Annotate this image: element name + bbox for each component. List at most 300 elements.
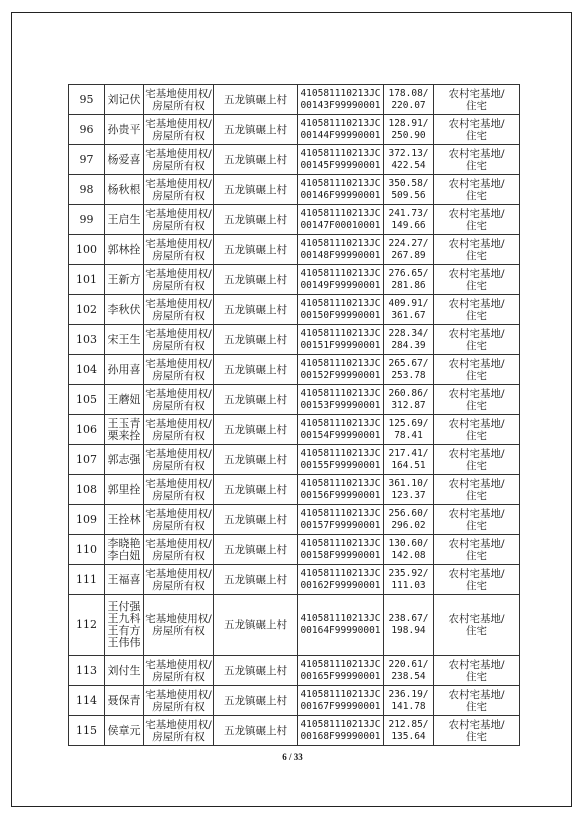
area-line: 281.86 <box>391 279 426 291</box>
unit-code-line: 410581110213JC <box>300 147 381 159</box>
owner-name-cell <box>105 385 144 415</box>
area-cell <box>384 565 434 595</box>
area-line: 224.27/ <box>388 237 429 249</box>
land-use-line: 农村宅基地/ <box>448 147 505 160</box>
area-line: 235.92/ <box>388 567 429 579</box>
unit-code-cell <box>298 565 384 595</box>
land-use-line: 住宅 <box>466 159 487 172</box>
right-type-line: 宅基地使用权/ <box>145 537 212 550</box>
right-type-line: 宅基地使用权/ <box>145 267 212 280</box>
unit-code-line: 410581110213JC <box>300 658 381 670</box>
right-type-cell <box>144 295 214 325</box>
table-row <box>69 175 520 205</box>
owner-name-cell <box>105 355 144 385</box>
right-type-cell <box>144 115 214 145</box>
land-use-cell <box>434 385 520 415</box>
land-use-line: 农村宅基地/ <box>448 207 505 220</box>
right-type-cell <box>144 325 214 355</box>
right-type-line: 房屋所有权 <box>152 219 205 232</box>
land-use-line: 农村宅基地/ <box>448 327 505 340</box>
land-use-cell <box>434 355 520 385</box>
unit-code-cell <box>298 115 384 145</box>
row-number-cell <box>69 175 105 205</box>
owner-name-line: 聂保青 <box>107 693 141 707</box>
location-cell <box>214 686 298 716</box>
location-line: 五龙镇碾上村 <box>224 573 287 586</box>
row-number-cell <box>69 385 105 415</box>
owner-name-line: 王蘑妞 <box>107 392 141 406</box>
area-line: 409.91/ <box>388 297 429 309</box>
row-number-cell <box>69 85 105 115</box>
row-number-cell <box>69 505 105 535</box>
location-line: 五龙镇碾上村 <box>224 453 287 466</box>
land-use-line: 农村宅基地/ <box>448 417 505 430</box>
area-cell <box>384 145 434 175</box>
row-number-line: 100 <box>76 242 97 256</box>
owner-name-line: 王拴林 <box>107 512 141 526</box>
table-row <box>69 565 520 595</box>
row-number-line: 105 <box>76 392 97 406</box>
unit-code-line: 410581110213JC <box>300 688 381 700</box>
land-use-line: 农村宅基地/ <box>448 387 505 400</box>
location-line: 五龙镇碾上村 <box>224 153 287 166</box>
owner-name-cell <box>105 115 144 145</box>
right-type-cell <box>144 385 214 415</box>
area-line: 422.54 <box>391 159 426 171</box>
owner-name-cell <box>105 415 144 445</box>
owner-name-cell <box>105 235 144 265</box>
table-row <box>69 325 520 355</box>
right-type-line: 房屋所有权 <box>152 730 205 743</box>
area-line: 178.08/ <box>388 87 429 99</box>
row-number-line: 106 <box>76 422 97 436</box>
owner-name-cell <box>105 595 144 656</box>
owner-name-line: 郭里拴 <box>107 482 141 496</box>
owner-name-line: 王伟伟 <box>107 636 141 649</box>
location-cell <box>214 475 298 505</box>
right-type-line: 宅基地使用权/ <box>145 507 212 520</box>
row-number-cell <box>69 235 105 265</box>
owner-name-line: 杨爱喜 <box>107 152 141 166</box>
row-number-line: 99 <box>79 212 94 226</box>
unit-code-line: 410581110213JC <box>300 613 381 624</box>
area-line: 312.87 <box>391 399 426 411</box>
unit-code-cell <box>298 205 384 235</box>
area-line: 236.19/ <box>388 688 429 700</box>
land-use-cell <box>434 565 520 595</box>
land-use-line: 住宅 <box>466 489 487 502</box>
unit-code-line: 410581110213JC <box>300 207 381 219</box>
row-number-line: 113 <box>76 663 97 677</box>
right-type-line: 宅基地使用权/ <box>145 718 212 731</box>
right-type-cell <box>144 415 214 445</box>
unit-code-line: 410581110213JC <box>300 477 381 489</box>
unit-code-line: 00162F99990001 <box>300 579 381 591</box>
right-type-line: 房屋所有权 <box>152 159 205 172</box>
location-line: 五龙镇碾上村 <box>224 423 287 436</box>
owner-name-line: 孙用喜 <box>107 362 141 376</box>
land-use-line: 农村宅基地/ <box>448 447 505 460</box>
unit-code-cell <box>298 415 384 445</box>
row-number-line: 107 <box>76 452 97 466</box>
right-type-line: 宅基地使用权/ <box>145 613 212 625</box>
table-row <box>69 265 520 295</box>
right-type-line: 宅基地使用权/ <box>145 297 212 310</box>
area-line: 238.67/ <box>388 613 429 624</box>
right-type-line: 房屋所有权 <box>152 429 205 442</box>
land-use-line: 农村宅基地/ <box>448 297 505 310</box>
location-cell <box>214 716 298 746</box>
unit-code-line: 00153F99990001 <box>300 399 381 411</box>
location-line: 五龙镇碾上村 <box>224 393 287 406</box>
land-use-cell <box>434 656 520 686</box>
row-number-cell <box>69 445 105 475</box>
unit-code-line: 410581110213JC <box>300 447 381 459</box>
unit-code-cell <box>298 505 384 535</box>
row-number-cell <box>69 686 105 716</box>
unit-code-cell <box>298 656 384 686</box>
right-type-line: 房屋所有权 <box>152 399 205 412</box>
right-type-line: 房屋所有权 <box>152 670 205 683</box>
area-cell <box>384 205 434 235</box>
location-cell <box>214 535 298 565</box>
right-type-cell <box>144 265 214 295</box>
unit-code-cell <box>298 716 384 746</box>
right-type-line: 房屋所有权 <box>152 99 205 112</box>
unit-code-cell <box>298 686 384 716</box>
unit-code-line: 410581110213JC <box>300 177 381 189</box>
right-type-cell <box>144 445 214 475</box>
area-line: 372.13/ <box>388 147 429 159</box>
owner-name-cell <box>105 295 144 325</box>
right-type-line: 房屋所有权 <box>152 309 205 322</box>
unit-code-line: 00146F99990001 <box>300 189 381 201</box>
area-line: 135.64 <box>391 730 426 742</box>
row-number-cell <box>69 565 105 595</box>
unit-code-line: 410581110213JC <box>300 537 381 549</box>
area-line: 128.91/ <box>388 117 429 129</box>
unit-code-line: 00152F99990001 <box>300 369 381 381</box>
owner-name-cell <box>105 475 144 505</box>
land-use-line: 农村宅基地/ <box>448 237 505 250</box>
area-cell <box>384 595 434 656</box>
location-line: 五龙镇碾上村 <box>224 93 287 106</box>
row-number-line: 104 <box>76 362 97 376</box>
owner-name-cell <box>105 265 144 295</box>
unit-code-line: 410581110213JC <box>300 117 381 129</box>
land-use-line: 住宅 <box>466 399 487 412</box>
area-line: 142.08 <box>391 549 426 561</box>
land-use-cell <box>434 115 520 145</box>
land-use-line: 农村宅基地/ <box>448 87 505 100</box>
table-row <box>69 205 520 235</box>
location-line: 五龙镇碾上村 <box>224 724 287 737</box>
owner-name-line: 王九科 <box>107 612 141 625</box>
row-number-cell <box>69 205 105 235</box>
land-use-cell <box>434 265 520 295</box>
unit-code-line: 410581110213JC <box>300 297 381 309</box>
location-cell <box>214 85 298 115</box>
area-line: 198.94 <box>391 625 426 636</box>
right-type-line: 宅基地使用权/ <box>145 417 212 430</box>
land-use-cell <box>434 235 520 265</box>
area-line: 212.85/ <box>388 718 429 730</box>
owner-name-line: 李白妞 <box>107 548 141 562</box>
area-line: 260.86/ <box>388 387 429 399</box>
land-use-line: 农村宅基地/ <box>448 507 505 520</box>
land-use-line: 农村宅基地/ <box>448 613 505 625</box>
location-cell <box>214 235 298 265</box>
right-type-line: 房屋所有权 <box>152 579 205 592</box>
area-line: 141.78 <box>391 700 426 712</box>
owner-name-cell <box>105 565 144 595</box>
page-number: 6 / 33 <box>282 752 303 762</box>
land-use-line: 住宅 <box>466 579 487 592</box>
area-line: 164.51 <box>391 459 426 471</box>
right-type-line: 房屋所有权 <box>152 489 205 502</box>
area-cell <box>384 115 434 145</box>
right-type-line: 宅基地使用权/ <box>145 237 212 250</box>
owner-name-line: 王玉青 <box>107 416 141 430</box>
land-use-line: 农村宅基地/ <box>448 477 505 490</box>
owner-name-line: 郭林拴 <box>107 242 141 256</box>
unit-code-line: 410581110213JC <box>300 357 381 369</box>
land-use-line: 农村宅基地/ <box>448 177 505 190</box>
right-type-line: 宅基地使用权/ <box>145 567 212 580</box>
land-use-line: 住宅 <box>466 670 487 683</box>
land-use-line: 住宅 <box>466 700 487 713</box>
owner-name-line: 王付强 <box>107 600 141 613</box>
land-use-line: 农村宅基地/ <box>448 718 505 731</box>
table-row <box>69 85 520 115</box>
table-row <box>69 686 520 716</box>
area-line: 509.56 <box>391 189 426 201</box>
land-use-line: 住宅 <box>466 189 487 202</box>
owner-name-line: 李晓艳 <box>107 536 141 550</box>
location-line: 五龙镇碾上村 <box>224 273 287 286</box>
unit-code-line: 410581110213JC <box>300 567 381 579</box>
area-cell <box>384 716 434 746</box>
location-line: 五龙镇碾上村 <box>224 213 287 226</box>
location-line: 五龙镇碾上村 <box>224 123 287 136</box>
row-number-line: 103 <box>76 332 97 346</box>
right-type-line: 宅基地使用权/ <box>145 387 212 400</box>
owner-name-line: 孙贵平 <box>107 122 141 136</box>
area-cell <box>384 686 434 716</box>
row-number-line: 110 <box>76 542 97 556</box>
row-number-line: 97 <box>79 152 94 166</box>
area-cell <box>384 355 434 385</box>
owner-name-line: 刘记伏 <box>107 92 141 106</box>
table-row <box>69 716 520 746</box>
land-use-cell <box>434 595 520 656</box>
row-number-line: 102 <box>76 302 97 316</box>
land-use-line: 农村宅基地/ <box>448 688 505 701</box>
right-type-line: 宅基地使用权/ <box>145 357 212 370</box>
row-number-cell <box>69 595 105 656</box>
land-use-cell <box>434 505 520 535</box>
table-row <box>69 295 520 325</box>
land-use-line: 农村宅基地/ <box>448 658 505 671</box>
location-cell <box>214 295 298 325</box>
unit-code-cell <box>298 145 384 175</box>
right-type-line: 房屋所有权 <box>152 519 205 532</box>
row-number-line: 111 <box>76 572 97 586</box>
row-number-cell <box>69 295 105 325</box>
unit-code-line: 410581110213JC <box>300 718 381 730</box>
land-use-cell <box>434 85 520 115</box>
unit-code-cell <box>298 85 384 115</box>
area-line: 111.03 <box>391 579 426 591</box>
unit-code-line: 00149F99990001 <box>300 279 381 291</box>
area-cell <box>384 505 434 535</box>
land-use-cell <box>434 445 520 475</box>
area-line: 220.61/ <box>388 658 429 670</box>
area-line: 149.66 <box>391 219 426 231</box>
table-row <box>69 235 520 265</box>
right-type-line: 房屋所有权 <box>152 129 205 142</box>
area-line: 350.58/ <box>388 177 429 189</box>
land-use-cell <box>434 175 520 205</box>
unit-code-line: 00165F99990001 <box>300 670 381 682</box>
location-cell <box>214 595 298 656</box>
table-row <box>69 115 520 145</box>
unit-code-line: 00157F99990001 <box>300 519 381 531</box>
right-type-line: 房屋所有权 <box>152 189 205 202</box>
owner-name-cell <box>105 505 144 535</box>
row-number-line: 114 <box>76 693 97 707</box>
land-use-cell <box>434 205 520 235</box>
table-row <box>69 505 520 535</box>
location-line: 五龙镇碾上村 <box>224 363 287 376</box>
land-use-line: 住宅 <box>466 249 487 262</box>
row-number-line: 98 <box>79 182 94 196</box>
area-cell <box>384 415 434 445</box>
owner-name-line: 杨秋根 <box>107 182 141 196</box>
location-cell <box>214 385 298 415</box>
land-use-line: 住宅 <box>466 339 487 352</box>
area-line: 256.60/ <box>388 507 429 519</box>
land-use-line: 住宅 <box>466 549 487 562</box>
row-number-line: 101 <box>76 272 97 286</box>
land-use-cell <box>434 535 520 565</box>
area-line: 361.10/ <box>388 477 429 489</box>
right-type-cell <box>144 175 214 205</box>
location-line: 五龙镇碾上村 <box>224 513 287 526</box>
area-line: 217.41/ <box>388 447 429 459</box>
land-use-line: 住宅 <box>466 369 487 382</box>
unit-code-cell <box>298 325 384 355</box>
right-type-cell <box>144 535 214 565</box>
unit-code-line: 00164F99990001 <box>300 625 381 636</box>
location-line: 五龙镇碾上村 <box>224 333 287 346</box>
table-body <box>69 85 520 746</box>
right-type-cell <box>144 716 214 746</box>
registration-table <box>68 84 520 746</box>
right-type-line: 宅基地使用权/ <box>145 447 212 460</box>
area-line: 250.90 <box>391 129 426 141</box>
right-type-cell <box>144 565 214 595</box>
right-type-line: 宅基地使用权/ <box>145 327 212 340</box>
right-type-cell <box>144 595 214 656</box>
owner-name-line: 侯章元 <box>107 723 141 737</box>
land-use-line: 住宅 <box>466 129 487 142</box>
land-use-cell <box>434 475 520 505</box>
location-line: 五龙镇碾上村 <box>224 483 287 496</box>
row-number-cell <box>69 656 105 686</box>
unit-code-cell <box>298 535 384 565</box>
row-number-cell <box>69 415 105 445</box>
unit-code-line: 410581110213JC <box>300 237 381 249</box>
right-type-line: 房屋所有权 <box>152 700 205 713</box>
right-type-cell <box>144 355 214 385</box>
unit-code-cell <box>298 265 384 295</box>
owner-name-line: 王启生 <box>107 212 141 226</box>
area-cell <box>384 385 434 415</box>
unit-code-cell <box>298 355 384 385</box>
owner-name-line: 栗来拴 <box>107 428 141 442</box>
land-use-line: 住宅 <box>466 730 487 743</box>
location-line: 五龙镇碾上村 <box>224 619 287 631</box>
unit-code-line: 00143F99990001 <box>300 99 381 111</box>
right-type-cell <box>144 656 214 686</box>
right-type-cell <box>144 235 214 265</box>
owner-name-cell <box>105 145 144 175</box>
owner-name-line: 王福喜 <box>107 572 141 586</box>
unit-code-cell <box>298 475 384 505</box>
unit-code-line: 00155F99990001 <box>300 459 381 471</box>
table-row <box>69 385 520 415</box>
row-number-line: 115 <box>76 723 97 737</box>
owner-name-cell <box>105 325 144 355</box>
right-type-line: 宅基地使用权/ <box>145 658 212 671</box>
unit-code-cell <box>298 385 384 415</box>
area-line: 265.67/ <box>388 357 429 369</box>
owner-name-line: 刘付生 <box>107 663 141 677</box>
right-type-line: 宅基地使用权/ <box>145 147 212 160</box>
unit-code-line: 00151F99990001 <box>300 339 381 351</box>
right-type-cell <box>144 85 214 115</box>
row-number-line: 108 <box>76 482 97 496</box>
owner-name-line: 王有方 <box>107 624 141 637</box>
location-line: 五龙镇碾上村 <box>224 183 287 196</box>
land-use-line: 农村宅基地/ <box>448 357 505 370</box>
unit-code-cell <box>298 595 384 656</box>
area-line: 123.37 <box>391 489 426 501</box>
land-use-line: 农村宅基地/ <box>448 537 505 550</box>
land-use-line: 住宅 <box>466 459 487 472</box>
location-line: 五龙镇碾上村 <box>224 694 287 707</box>
unit-code-line: 00147F00010001 <box>300 219 381 231</box>
row-number-line: 109 <box>76 512 97 526</box>
owner-name-cell <box>105 716 144 746</box>
right-type-line: 宅基地使用权/ <box>145 688 212 701</box>
land-use-line: 农村宅基地/ <box>448 267 505 280</box>
land-use-line: 住宅 <box>466 429 487 442</box>
right-type-line: 房屋所有权 <box>152 459 205 472</box>
right-type-line: 房屋所有权 <box>152 249 205 262</box>
owner-name-cell <box>105 205 144 235</box>
owner-name-cell <box>105 656 144 686</box>
right-type-line: 房屋所有权 <box>152 279 205 292</box>
row-number-cell <box>69 265 105 295</box>
area-line: 253.78 <box>391 369 426 381</box>
row-number-line: 96 <box>79 122 94 136</box>
area-line: 284.39 <box>391 339 426 351</box>
right-type-line: 宅基地使用权/ <box>145 177 212 190</box>
area-line: 125.69/ <box>388 417 429 429</box>
unit-code-cell <box>298 445 384 475</box>
